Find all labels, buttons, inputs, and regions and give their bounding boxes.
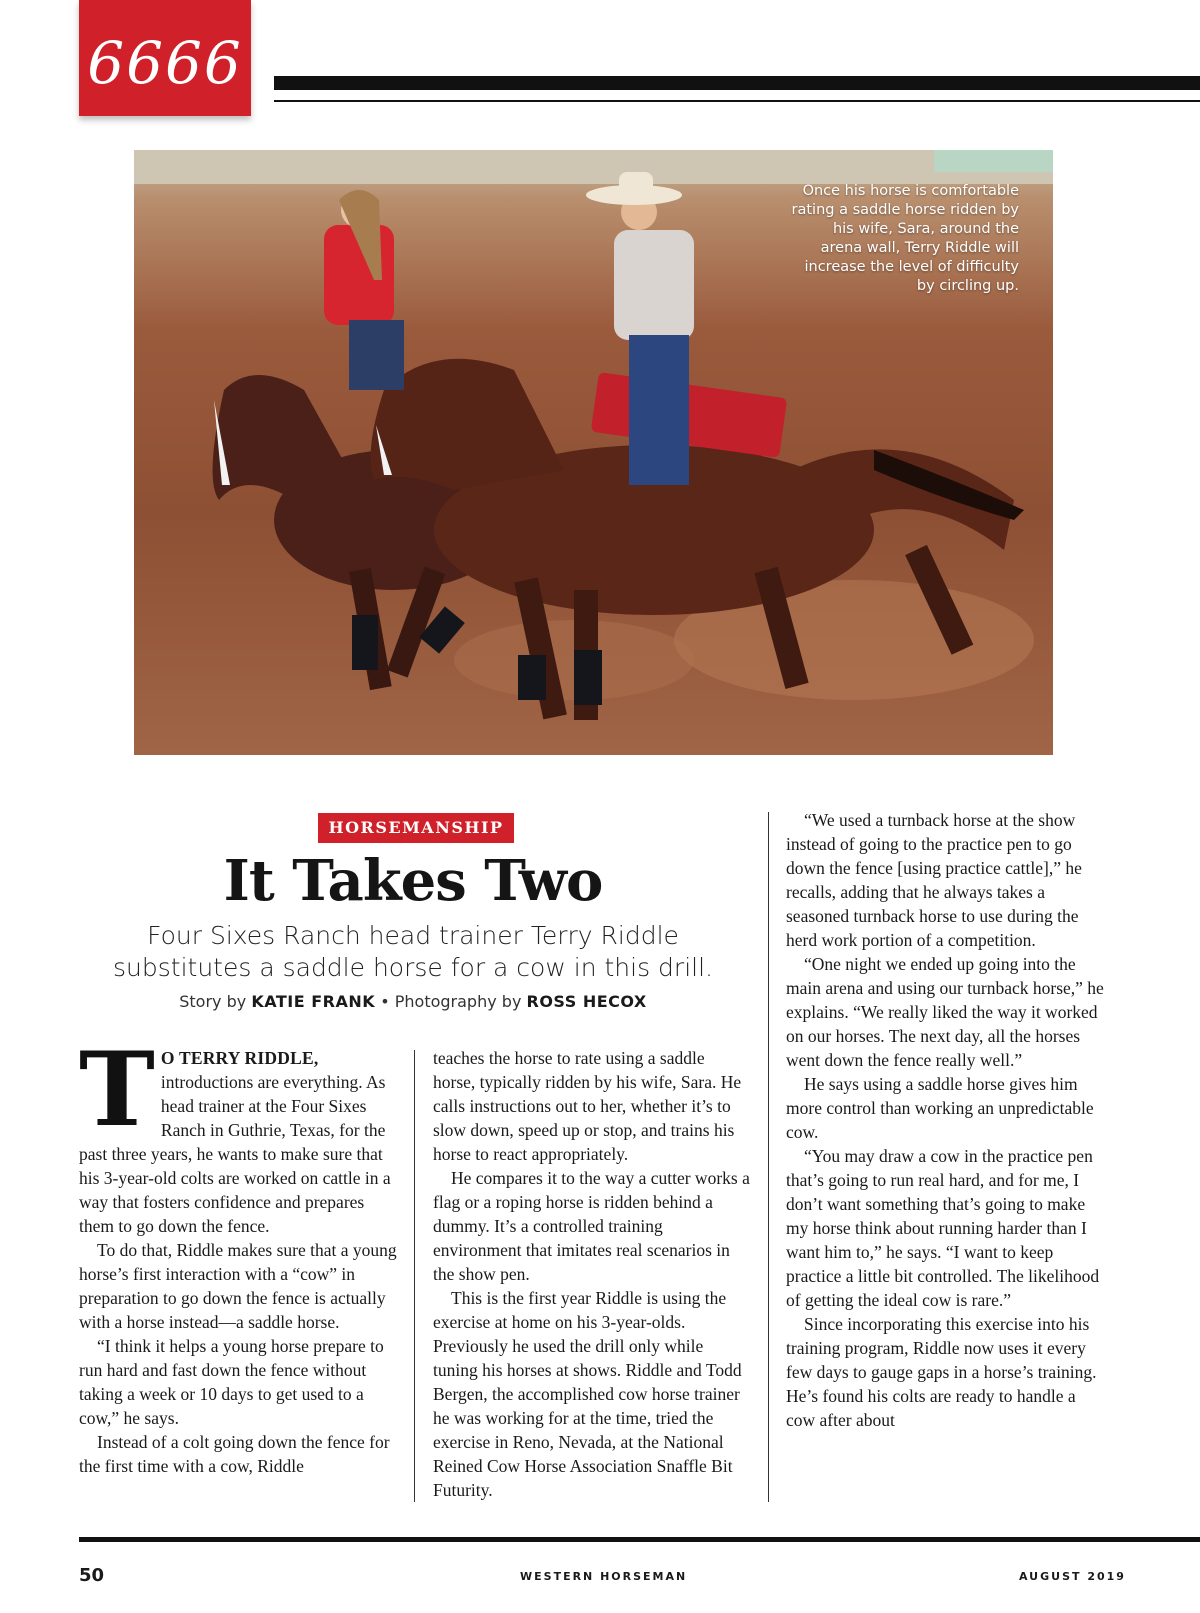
arena-window bbox=[934, 150, 1053, 172]
credit-separator: • bbox=[375, 992, 395, 1011]
header-rule-thin bbox=[274, 100, 1200, 102]
body-paragraph: “One night we ended up going into the main arena and using our turnback horse,” he explains. “We really liked the way it worked on our horses. The next day, all the horses went down the fence really well.” bbox=[786, 954, 1104, 1070]
body-paragraph: He compares it to the way a cutter works a flag or a roping horse is ridden behind a dummy. It’s a controlled training environment that imitates real scenarios in the show pen. bbox=[433, 1168, 750, 1284]
body-paragraph bbox=[79, 1030, 397, 1238]
logo-text: 6666 bbox=[87, 29, 243, 97]
body-paragraph: teaches the horse to rate using a saddle horse, typically ridden by his wife, Sara. He calls instructions out to her, whether it’s to slow down, speed up or stop, and trains his horse to react appropriately. bbox=[433, 1048, 742, 1164]
article-credits bbox=[78, 992, 748, 1011]
author-name: KATIE FRANK bbox=[251, 992, 376, 1011]
photo-caption: Once his horse is comfortable rating a saddle horse ridden by his wife, Sara, around the arena wall, Terry Riddle will increase the level of difficulty by circling up. bbox=[791, 183, 1019, 294]
body-column-3 bbox=[786, 808, 1104, 1432]
rider-sara bbox=[324, 190, 404, 390]
paragraph-text: introductions are everything. As head trainer at the Four Sixes Ranch in Guthrie, Texas, for the past three years, he wants to make sure that his 3-year-old colts are worked on cattle in a way that fosters confidence and prepares them to go down the fence. bbox=[79, 1072, 391, 1236]
lead-in: O TERRY RIDDLE, bbox=[160, 1048, 319, 1068]
body-paragraph: “We used a turnback horse at the show instead of going to the practice pen to go down the fence [using practice cattle],” he recalls, adding that he always takes a seasoned turnback horse to use during the herd work portion of a competition. bbox=[786, 810, 1082, 950]
rider-terry bbox=[586, 172, 694, 485]
body-paragraph: He says using a saddle horse gives him more control than working an unpredictable cow. bbox=[786, 1074, 1094, 1142]
publication-name: WESTERN HORSEMAN bbox=[520, 1570, 688, 1583]
column-divider bbox=[768, 812, 769, 1502]
body-paragraph: Since incorporating this exercise into his training program, Riddle now uses it every few days to gauge gaps in a horse’s training. He’s found his colts are ready to handle a cow after about bbox=[786, 1314, 1097, 1430]
page-number: 50 bbox=[79, 1565, 105, 1586]
article-photo bbox=[134, 150, 1053, 755]
story-prefix: Story by bbox=[179, 992, 252, 1011]
article-title: It Takes Two bbox=[223, 848, 603, 914]
article-dek: Four Sixes Ranch head trainer Terry Riddle substitutes a saddle horse for a cow in this drill. bbox=[113, 921, 713, 982]
body-paragraph: This is the first year Riddle is using the exercise at home on his 3-year-olds. Previously he used the drill only while tuning his horses at shows. Riddle and Todd Bergen, the accomplished cow horse trainer he was working for at the time, tried the exercise in Reno, Nevada, at the National Reined Cow Horse Association Snaffle Bit Futurity. bbox=[433, 1288, 742, 1500]
body-paragraph: To do that, Riddle makes sure that a young horse’s first interaction with a “cow” in preparation to go down the fence is actually with a horse instead—a saddle horse. bbox=[79, 1240, 397, 1332]
body-paragraph: Instead of a colt going down the fence for the first time with a cow, Riddle bbox=[79, 1432, 390, 1476]
column-divider bbox=[414, 1050, 415, 1502]
arena-wall bbox=[134, 150, 1053, 184]
body-column-1 bbox=[79, 1030, 397, 1478]
footer-rule bbox=[79, 1537, 1200, 1542]
photo-prefix: Photography by bbox=[394, 992, 527, 1011]
ranch-logo bbox=[79, 0, 251, 116]
photographer-name: ROSS HECOX bbox=[526, 992, 647, 1011]
body-column-2 bbox=[433, 1046, 751, 1502]
issue-date: AUGUST 2019 bbox=[1019, 1570, 1126, 1583]
drop-cap: T bbox=[79, 1030, 155, 1150]
header-rule-thick bbox=[274, 76, 1200, 90]
body-paragraph: “I think it helps a young horse prepare to run hard and fast down the fence without taking a week or 10 days to get used to a cow,” he says. bbox=[79, 1336, 384, 1428]
body-paragraph: “You may draw a cow in the practice pen that’s going to run real hard, and for me, I don’t want something that’s going to make my horse think about running harder than I want him to,” he says. “I want to keep practice a little bit controlled. The likelihood of getting the ideal cow is rare.” bbox=[786, 1146, 1100, 1310]
section-kicker: HORSEMANSHIP bbox=[318, 813, 514, 843]
